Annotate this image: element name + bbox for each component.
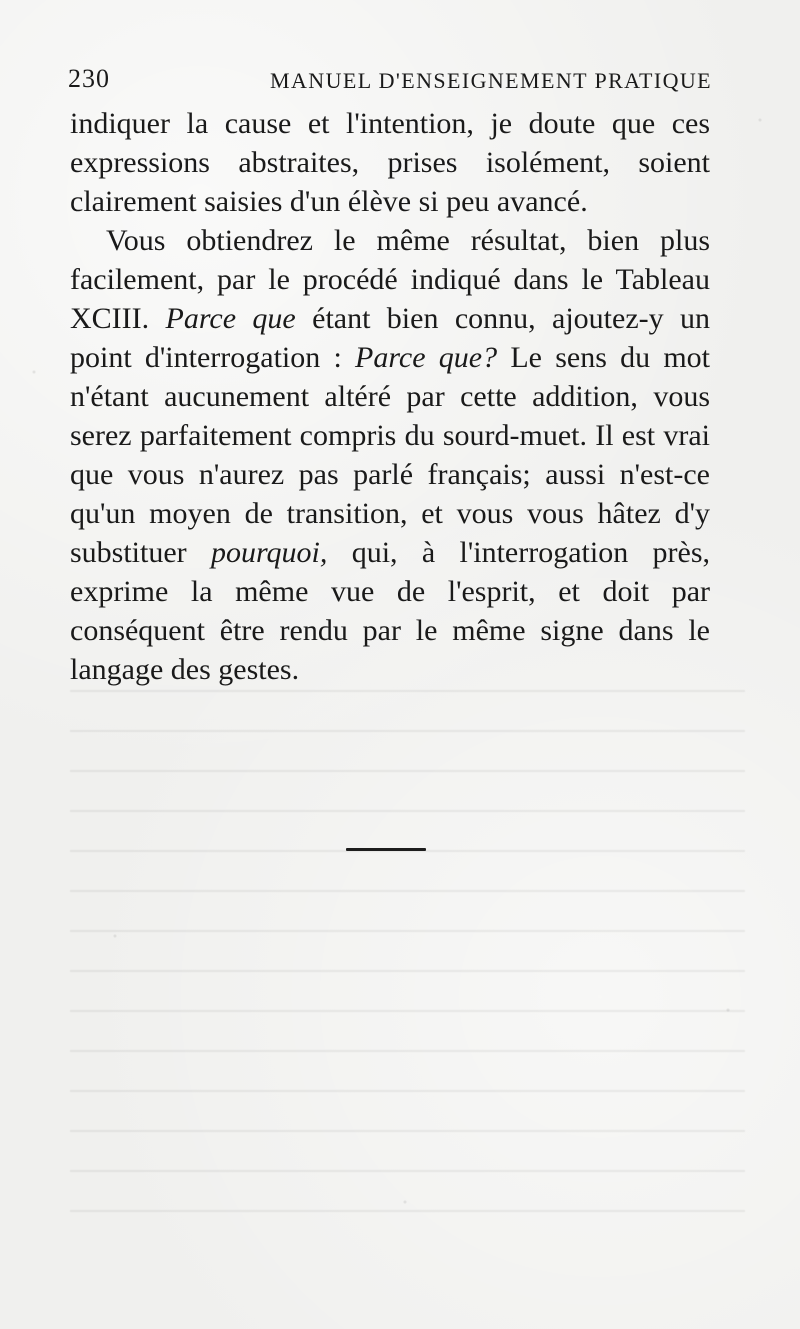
paragraph-2-text-4: qui, à l'interrogation près, exprime la même vue de l'esprit, et doit par conséquent être rendu par le même signe dans le langage des gestes.: [70, 536, 710, 686]
paragraph-1-text: indiquer la cause et l'intention, je doute que ces expressions abstraites, prises isolément, soient clairement saisies d'un élève si peu avancé.: [70, 107, 710, 218]
paragraph-2-text-2: étant bien connu, ajoutez-y un point d'interrogation :: [70, 302, 710, 374]
paragraph-2: [70, 221, 710, 689]
section-divider: [346, 848, 426, 851]
page-number: 230: [68, 64, 110, 93]
paragraph-2-text-1: Vous obtiendrez le même résultat, bien plus facilement, par le procédé indiqué dans le Tableau XCIII.: [70, 224, 710, 335]
page-header: [68, 58, 712, 94]
running-head: MANUEL D'ENSEIGNEMENT PRATIQUE: [270, 68, 712, 93]
phrase-parce-que: Parce que: [165, 302, 296, 335]
paragraph-2-text-3: Le sens du mot n'étant aucunement altéré par cette addition, vous serez parfaitement compris du sourd-muet. Il est vrai que vous n'aurez pas parlé français; aussi n'est-ce qu'un moyen de transition, et vous vous hâtez d'y substituer: [70, 341, 710, 569]
main-text: [70, 104, 710, 689]
phrase-parce-que-question: Parce que?: [355, 341, 498, 374]
word-pourquoi: pourquoi,: [210, 536, 328, 569]
paragraph-1: [70, 104, 710, 221]
show-through-texture: [70, 690, 745, 1250]
